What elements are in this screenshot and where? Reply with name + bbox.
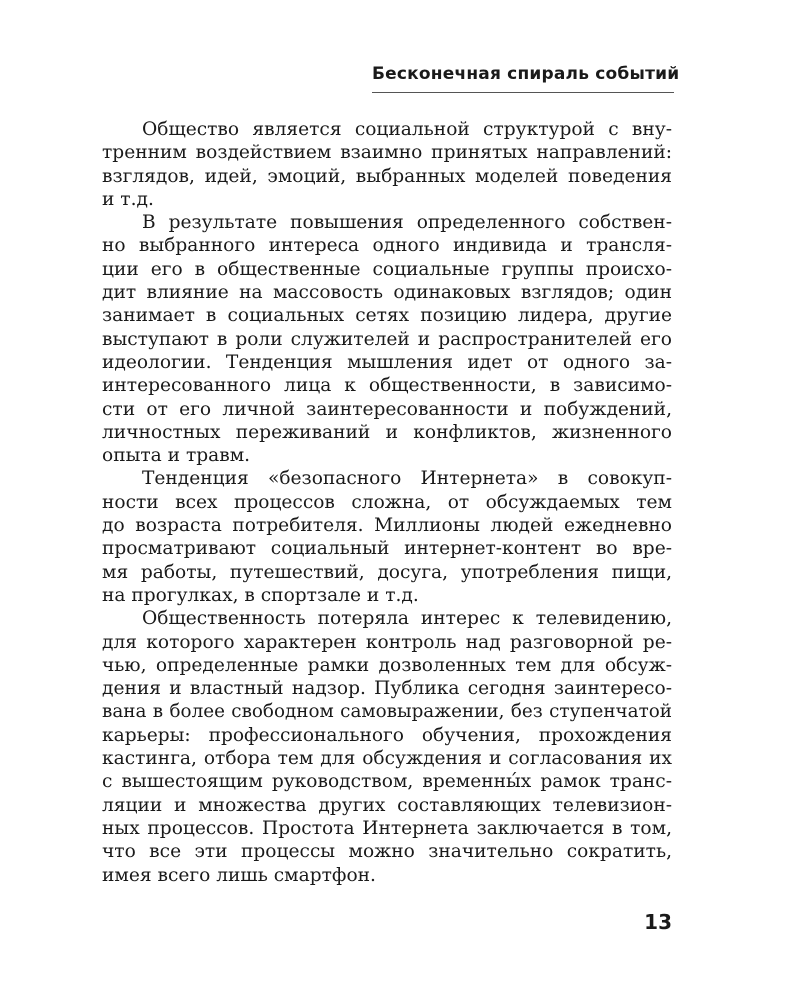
text-line: опыта и травм.: [102, 445, 251, 467]
text-line: на прогулках, в спортзале и т.д.: [102, 584, 419, 606]
text-line: но выбранного интереса одного индивида и трансля-: [102, 235, 672, 257]
text-line: чью, определенные рамки дозволенных тем для обсуж-: [102, 654, 672, 676]
text-line: В результате повышения определенного собствен-: [142, 212, 672, 234]
text-line: идеологии. Тенденция мышления идет от одного за-: [102, 351, 672, 373]
text-line: личностных переживаний и конфликтов, жизненного: [102, 421, 672, 443]
text-line: мя работы, путешествий, досуга, употребления пищи,: [102, 561, 672, 583]
paragraph-3: [102, 467, 672, 607]
text-line: интересованного лица к общественности, в зависимо-: [102, 375, 672, 397]
text-line: тренним воздействием взаимно принятых направлений:: [102, 142, 672, 164]
text-line: что все эти процессы можно значительно сократить,: [102, 841, 672, 863]
text-line: для которого характерен контроль над разговорной ре-: [102, 631, 672, 653]
paragraph-4: [102, 607, 672, 887]
text-line: карьеры: профессионального обучения, прохождения: [102, 724, 672, 746]
text-line: дения и властный надзор. Публика сегодня заинтересо-: [102, 678, 672, 700]
page-number: 13: [644, 910, 672, 934]
text-line: выступают в роли служителей и распространителей его: [102, 328, 672, 350]
text-line: ляции и множества других составляющих телевизион-: [102, 794, 672, 816]
text-line: сти от его личной заинтересованности и побуждений,: [102, 398, 672, 420]
text-line: просматривают социальный интернет-контент во вре-: [102, 538, 672, 560]
paragraph-1: [102, 118, 672, 211]
text-line: Общественность потеряла интерес к телевидению,: [142, 608, 672, 630]
text-line: ности всех процессов сложна, от обсуждаемых тем: [102, 491, 672, 513]
text-line: и т.д.: [102, 188, 154, 210]
text-line: имея всего лишь смартфон.: [102, 864, 376, 886]
text-line: вана в более свободном самовыражении, без ступенчатой: [102, 701, 672, 723]
text-line: Общество является социальной структурой с вну-: [142, 119, 672, 140]
text-line: с вышестоящим руководством, временны́х рамок транс-: [102, 771, 672, 793]
paragraph-2: [102, 211, 672, 467]
text-line: взглядов, идей, эмоций, выбранных моделей поведения: [102, 165, 672, 187]
text-line: дит влияние на массовость одинаковых взглядов; один: [102, 282, 672, 304]
running-head: Бесконечная спираль событий: [372, 64, 674, 93]
text-line: занимает в социальных сетях позицию лидера, другие: [102, 305, 672, 327]
text-line: кастинга, отбора тем для обсуждения и согласования их: [102, 748, 672, 770]
text-line: ции его в общественные социальные группы происхо-: [102, 258, 672, 280]
text-line: ных процессов. Простота Интернета заключается в том,: [102, 817, 672, 839]
text-line: Тенденция «безопасного Интернета» в совокуп-: [142, 468, 672, 490]
body-text: [102, 118, 672, 887]
text-line: до возраста потребителя. Миллионы людей ежедневно: [102, 515, 672, 537]
